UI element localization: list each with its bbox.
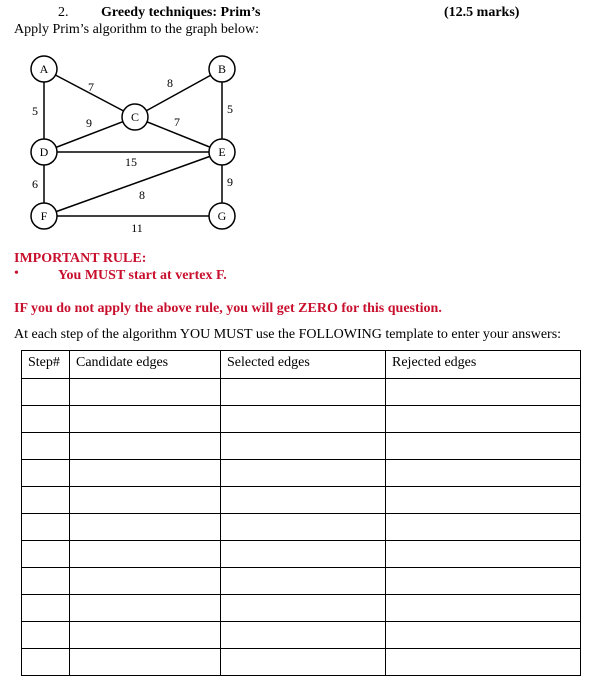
table-row	[22, 406, 581, 433]
cell-rejected-edges[interactable]	[386, 595, 581, 622]
cell-rejected-edges[interactable]	[386, 433, 581, 460]
weight-D-C: 9	[86, 116, 92, 130]
cell-selected-edges[interactable]	[221, 622, 386, 649]
weight-F-G: 11	[131, 221, 143, 235]
cell-selected-edges[interactable]	[221, 568, 386, 595]
cell-candidate-edges[interactable]	[70, 487, 221, 514]
table-row	[22, 433, 581, 460]
header-selected-edges: Selected edges	[221, 351, 386, 379]
cell-candidate-edges[interactable]	[70, 460, 221, 487]
node-label-C: C	[130, 110, 140, 124]
cell-candidate-edges[interactable]	[70, 649, 221, 676]
node-label-D: D	[39, 145, 49, 159]
cell-step[interactable]	[22, 595, 70, 622]
question-marks: (12.5 marks)	[444, 5, 520, 20]
cell-step[interactable]	[22, 649, 70, 676]
cell-selected-edges[interactable]	[221, 487, 386, 514]
node-label-G: G	[217, 209, 227, 223]
table-row	[22, 460, 581, 487]
question-title: Greedy techniques: Prim’s	[101, 5, 261, 20]
rule-bullet: •	[14, 266, 19, 281]
cell-selected-edges[interactable]	[221, 595, 386, 622]
edge-C-B	[135, 69, 222, 117]
header-candidate-edges: Candidate edges	[70, 351, 221, 379]
cell-rejected-edges[interactable]	[386, 379, 581, 406]
template-instruction: At each step of the algorithm YOU MUST use the FOLLOWING template to enter your answers:	[14, 327, 562, 342]
cell-rejected-edges[interactable]	[386, 622, 581, 649]
table-row	[22, 541, 581, 568]
cell-selected-edges[interactable]	[221, 379, 386, 406]
weight-F-E: 8	[139, 188, 145, 202]
cell-selected-edges[interactable]	[221, 460, 386, 487]
cell-rejected-edges[interactable]	[386, 406, 581, 433]
question-number: 2.	[58, 5, 69, 20]
cell-step[interactable]	[22, 433, 70, 460]
cell-step[interactable]	[22, 406, 70, 433]
cell-candidate-edges[interactable]	[70, 406, 221, 433]
weight-D-E: 15	[125, 155, 137, 169]
cell-selected-edges[interactable]	[221, 541, 386, 568]
header-step: Step#	[22, 351, 70, 379]
cell-candidate-edges[interactable]	[70, 514, 221, 541]
cell-candidate-edges[interactable]	[70, 379, 221, 406]
cell-step[interactable]	[22, 487, 70, 514]
cell-selected-edges[interactable]	[221, 649, 386, 676]
node-label-F: F	[40, 209, 48, 223]
table-row	[22, 487, 581, 514]
cell-selected-edges[interactable]	[221, 433, 386, 460]
table-row	[22, 514, 581, 541]
weight-A-C: 7	[88, 80, 94, 94]
header-rejected-edges: Rejected edges	[386, 351, 581, 379]
cell-step[interactable]	[22, 568, 70, 595]
table-row	[22, 649, 581, 676]
important-rule-title: IMPORTANT RULE:	[14, 251, 147, 266]
cell-candidate-edges[interactable]	[70, 568, 221, 595]
table-row	[22, 595, 581, 622]
instruction-text: Apply Prim’s algorithm to the graph below:	[14, 22, 259, 37]
cell-step[interactable]	[22, 541, 70, 568]
cell-candidate-edges[interactable]	[70, 622, 221, 649]
weight-B-E: 5	[227, 102, 233, 116]
table-row	[22, 622, 581, 649]
table-row	[22, 568, 581, 595]
node-label-B: B	[217, 62, 227, 76]
weight-C-B: 8	[167, 76, 173, 90]
answer-table	[21, 350, 581, 676]
cell-selected-edges[interactable]	[221, 514, 386, 541]
important-rule-text: You MUST start at vertex F.	[58, 268, 227, 283]
table-row	[22, 379, 581, 406]
cell-rejected-edges[interactable]	[386, 568, 581, 595]
cell-selected-edges[interactable]	[221, 406, 386, 433]
cell-step[interactable]	[22, 622, 70, 649]
cell-rejected-edges[interactable]	[386, 514, 581, 541]
table-header-row	[22, 351, 581, 379]
zero-warning: IF you do not apply the above rule, you will get ZERO for this question.	[14, 301, 442, 316]
cell-step[interactable]	[22, 379, 70, 406]
cell-candidate-edges[interactable]	[70, 541, 221, 568]
weight-C-E: 7	[174, 115, 180, 129]
cell-rejected-edges[interactable]	[386, 649, 581, 676]
weight-A-D: 5	[32, 104, 38, 118]
weight-D-F: 6	[32, 177, 38, 191]
node-label-E: E	[218, 145, 226, 159]
weight-E-G: 9	[227, 175, 233, 189]
cell-rejected-edges[interactable]	[386, 460, 581, 487]
cell-rejected-edges[interactable]	[386, 487, 581, 514]
cell-candidate-edges[interactable]	[70, 433, 221, 460]
cell-step[interactable]	[22, 460, 70, 487]
cell-candidate-edges[interactable]	[70, 595, 221, 622]
cell-step[interactable]	[22, 514, 70, 541]
node-label-A: A	[39, 62, 49, 76]
answer-table-body	[22, 379, 581, 676]
cell-rejected-edges[interactable]	[386, 541, 581, 568]
